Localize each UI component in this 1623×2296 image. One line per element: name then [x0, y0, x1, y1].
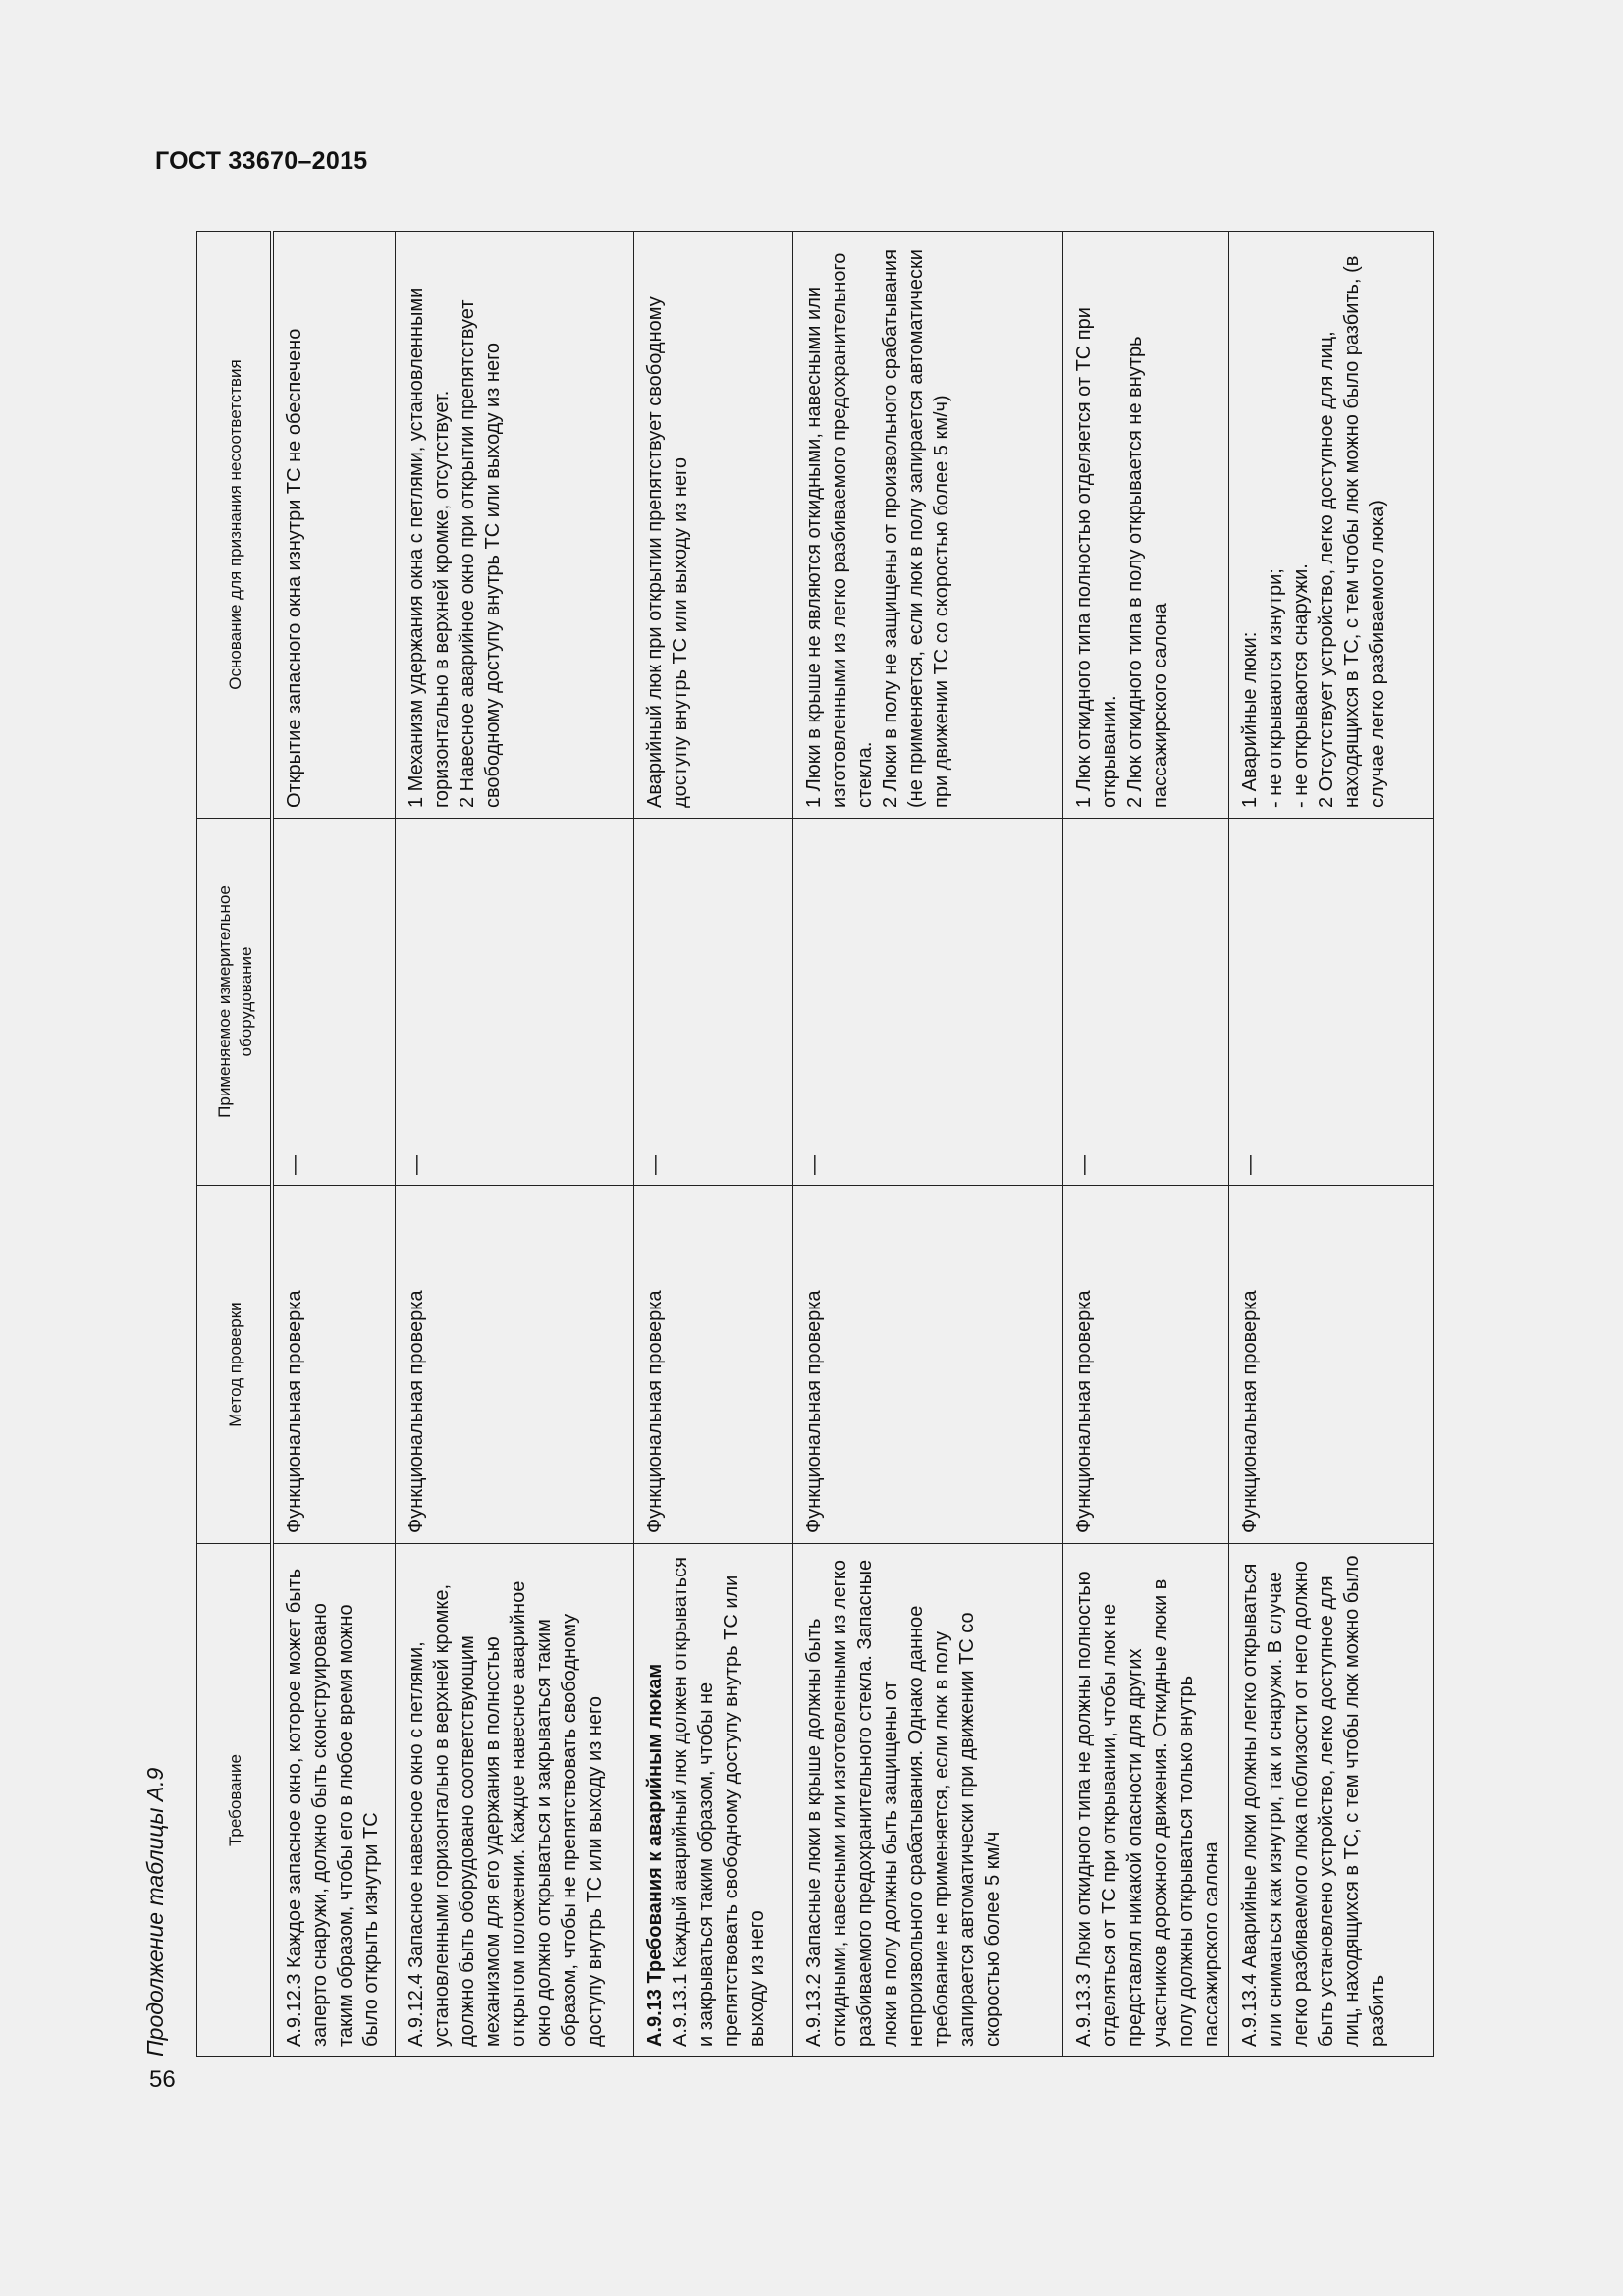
basis-line: - не открываются изнутри; — [1264, 568, 1286, 808]
method-cell: Функциональная проверка — [792, 1186, 1062, 1544]
basis-line: 2 Навесное аварийное окно при открытии препятствует свободному доступу внутрь ТС или выходу из него — [456, 299, 504, 808]
table-row — [633, 232, 792, 2057]
column-header-equipment: Применяемое измерительное оборудование — [197, 819, 273, 1186]
basis-cell — [395, 232, 633, 819]
section-heading: А.9.13 Требования к аварийным люкам — [643, 1663, 666, 2047]
basis-line: 1 Механизм удержания окна с петлями, установленными горизонтально в верхней кромке, отсутствует. — [405, 287, 453, 808]
column-header-requirement: Требование — [197, 1544, 273, 2057]
column-header-method: Метод проверки — [197, 1186, 273, 1544]
rotated-table-wrapper — [196, 232, 1434, 2057]
requirement-cell: А.9.12.4 Запасное навесное окно с петлями, установленными горизонтально в верхней кромке, должно быть оборудовано соответствующим механизмом для его удержания в полностью открытом положении. Каждое навесное аварийное окно должно открываться и закрываться таким образом, чтобы не препятствовать свободному доступу внутрь ТС или выходу из него — [395, 1544, 633, 2057]
basis-cell: Аварийный люк при открытии препятствует свободному доступу внутрь ТС или выходу из него — [633, 232, 792, 819]
table-row — [1062, 232, 1228, 2057]
basis-line: 2 Отсутствует устройство, легко доступное для лиц, находящихся в ТС, с тем чтобы люк можно было разбить, (в случае легко разбиваемого люка) — [1315, 255, 1388, 808]
requirements-table — [196, 231, 1434, 2057]
requirement-text: А.9.13.1 Каждый аварийный люк должен открываться и закрываться таким образом, чтобы не препятствовать свободному доступу внутрь ТС или выходу из него — [669, 1557, 768, 2047]
table-row — [395, 232, 633, 2057]
basis-line: 1 Люк откидного типа полностью отделяется от ТС при открывании. — [1072, 307, 1120, 808]
basis-line: 2 Люки в полу не защищены от произвольного срабатывания (не применяется, если люк в полу запирается автоматически при движении ТС со скоростью более 5 км/ч) — [879, 249, 952, 808]
equipment-cell: — — [272, 819, 395, 1186]
method-cell: Функциональная проверка — [1062, 1186, 1228, 1544]
equipment-cell: — — [1228, 819, 1434, 1186]
equipment-cell: — — [395, 819, 633, 1186]
page-number: 56 — [149, 2066, 176, 2093]
requirement-cell: А.9.13.4 Аварийные люки должны легко открываться или сниматься как изнутри, так и снаружи. В случае легко разбиваемого люка поблизости от него должно быть установлено устройство, легко доступное для лиц, находящихся в ТС, с тем чтобы люк можно было разбить — [1228, 1544, 1434, 2057]
table-row — [792, 232, 1062, 2057]
requirement-cell: А.9.13.2 Запасные люки в крыше должны быть откидными, навесными или изготовленными из легко разбиваемого предохранительного стекла. Запасные люки в полу должны быть защищены от непроизвольного срабатывания. Однако данное требование не применяется, если люк в полу запирается автоматически при движении ТС со скоростью более 5 км/ч — [792, 1544, 1062, 2057]
equipment-cell: — — [633, 819, 792, 1186]
basis-line: 1 Люки в крыше не являются откидными, навесными или изготовленными из легко разбиваемого предохранительного стекла. — [802, 252, 876, 808]
basis-cell — [1228, 232, 1434, 819]
method-cell: Функциональная проверка — [1228, 1186, 1434, 1544]
equipment-cell: — — [1062, 819, 1228, 1186]
table-row — [1228, 232, 1434, 2057]
equipment-cell: — — [792, 819, 1062, 1186]
basis-cell — [1062, 232, 1228, 819]
column-header-basis: Основание для признания несоответствия — [197, 232, 273, 819]
table-row — [272, 232, 395, 2057]
basis-line: 1 Аварийные люки: — [1238, 631, 1261, 808]
requirement-cell — [633, 1544, 792, 2057]
basis-line: - не открываются снаружи. — [1289, 563, 1312, 808]
method-cell: Функциональная проверка — [395, 1186, 633, 1544]
document-title: ГОСТ 33670–2015 — [155, 147, 368, 175]
method-cell: Функциональная проверка — [633, 1186, 792, 1544]
requirement-cell: А.9.13.3 Люки откидного типа не должны полностью отделяться от ТС при открывании, чтобы люк не представлял никакой опасности для других участников дорожного движения. Откидные люки в полу должны открываться только внутрь пассажирского салона — [1062, 1544, 1228, 2057]
basis-cell — [792, 232, 1062, 819]
basis-line: 2 Люк откидного типа в полу открывается не внутрь пассажирского салона — [1123, 336, 1171, 808]
table-header-row — [197, 232, 273, 2057]
method-cell: Функциональная проверка — [272, 1186, 395, 1544]
table-caption: Продолжение таблицы А.9 — [142, 1767, 168, 2056]
requirement-cell: А.9.12.3 Каждое запасное окно, которое может быть заперто снаружи, должно быть сконструировано таким образом, чтобы его в любое время можно было открыть изнутри ТС — [272, 1544, 395, 2057]
basis-cell: Открытие запасного окна изнутри ТС не обеспечено — [272, 232, 395, 819]
